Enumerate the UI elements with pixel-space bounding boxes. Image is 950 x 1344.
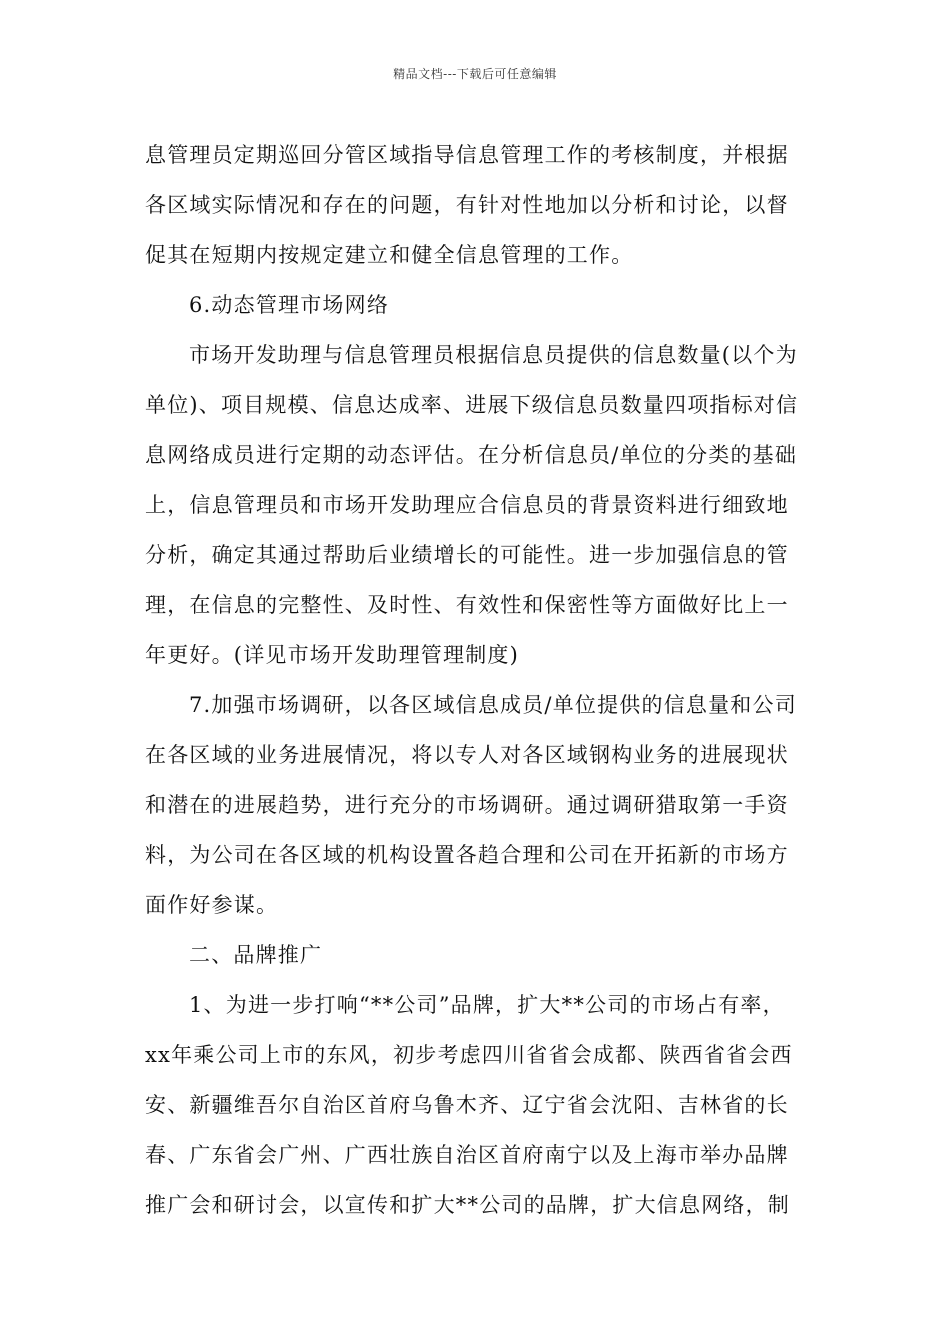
page-header: 精品文档---下载后可任意编辑	[393, 67, 557, 81]
text-line: 推广会和研讨会，以宣传和扩大**公司的品牌，扩大信息网络，制	[145, 1193, 790, 1217]
document-body	[145, 130, 815, 1230]
paragraph-market-research	[145, 680, 815, 930]
text-line: 春、广东省会广州、广西壮族自治区首府南宁以及上海市举办品牌	[145, 1143, 789, 1167]
text-line: 7.加强市场调研，以各区域信息成员/单位提供的信息量和公司	[189, 693, 797, 717]
text-line: 促其在短期内按规定建立和健全信息管理的工作。	[145, 243, 634, 267]
text-line: 在各区域的业务进展情况，将以专人对各区域钢构业务的进展现状	[145, 743, 789, 767]
paragraph-continuation	[145, 130, 815, 280]
section-heading-6	[145, 280, 815, 330]
text-line: 6.动态管理市场网络	[189, 293, 390, 317]
text-line: 和潜在的进展趋势，进行充分的市场调研。通过调研猎取第一手资	[145, 793, 789, 817]
text-line: 面作好参谋。	[145, 893, 279, 917]
text-line: 二、品牌推广	[189, 943, 323, 967]
paragraph-network-management	[145, 330, 815, 680]
text-line: 息网络成员进行定期的动态评估。在分析信息员/单位的分类的基础	[145, 443, 798, 467]
section-heading-brand-promotion	[145, 930, 815, 980]
text-line: 1、为进一步打响“**公司”品牌，扩大**公司的市场占有率，	[189, 993, 785, 1017]
text-line: 市场开发助理与信息管理员根据信息员提供的信息数量(以个为	[189, 343, 798, 367]
text-line: xx年乘公司上市的东风，初步考虑四川省省会成都、陕西省省会西	[145, 1043, 793, 1067]
text-line: 分析，确定其通过帮助后业绩增长的可能性。进一步加强信息的管	[145, 543, 789, 567]
text-line: 息管理员定期巡回分管区域指导信息管理工作的考核制度，并根据	[145, 143, 789, 167]
text-line: 各区域实际情况和存在的问题，有针对性地加以分析和讨论，以督	[145, 193, 789, 217]
paragraph-brand-promotion	[145, 980, 815, 1230]
text-line: 料，为公司在各区域的机构设置各趋合理和公司在开拓新的市场方	[145, 843, 789, 867]
text-line: 上，信息管理员和市场开发助理应合信息员的背景资料进行细致地	[145, 493, 789, 517]
text-line: 理，在信息的完整性、及时性、有效性和保密性等方面做好比上一	[145, 593, 789, 617]
text-line: 单位)、项目规模、信息达成率、进展下级信息员数量四项指标对信	[145, 393, 799, 417]
text-line: 安、新疆维吾尔自治区首府乌鲁木齐、辽宁省会沈阳、吉林省的长	[145, 1093, 789, 1117]
text-line: 年更好。(详见市场开发助理管理制度)	[145, 643, 519, 667]
